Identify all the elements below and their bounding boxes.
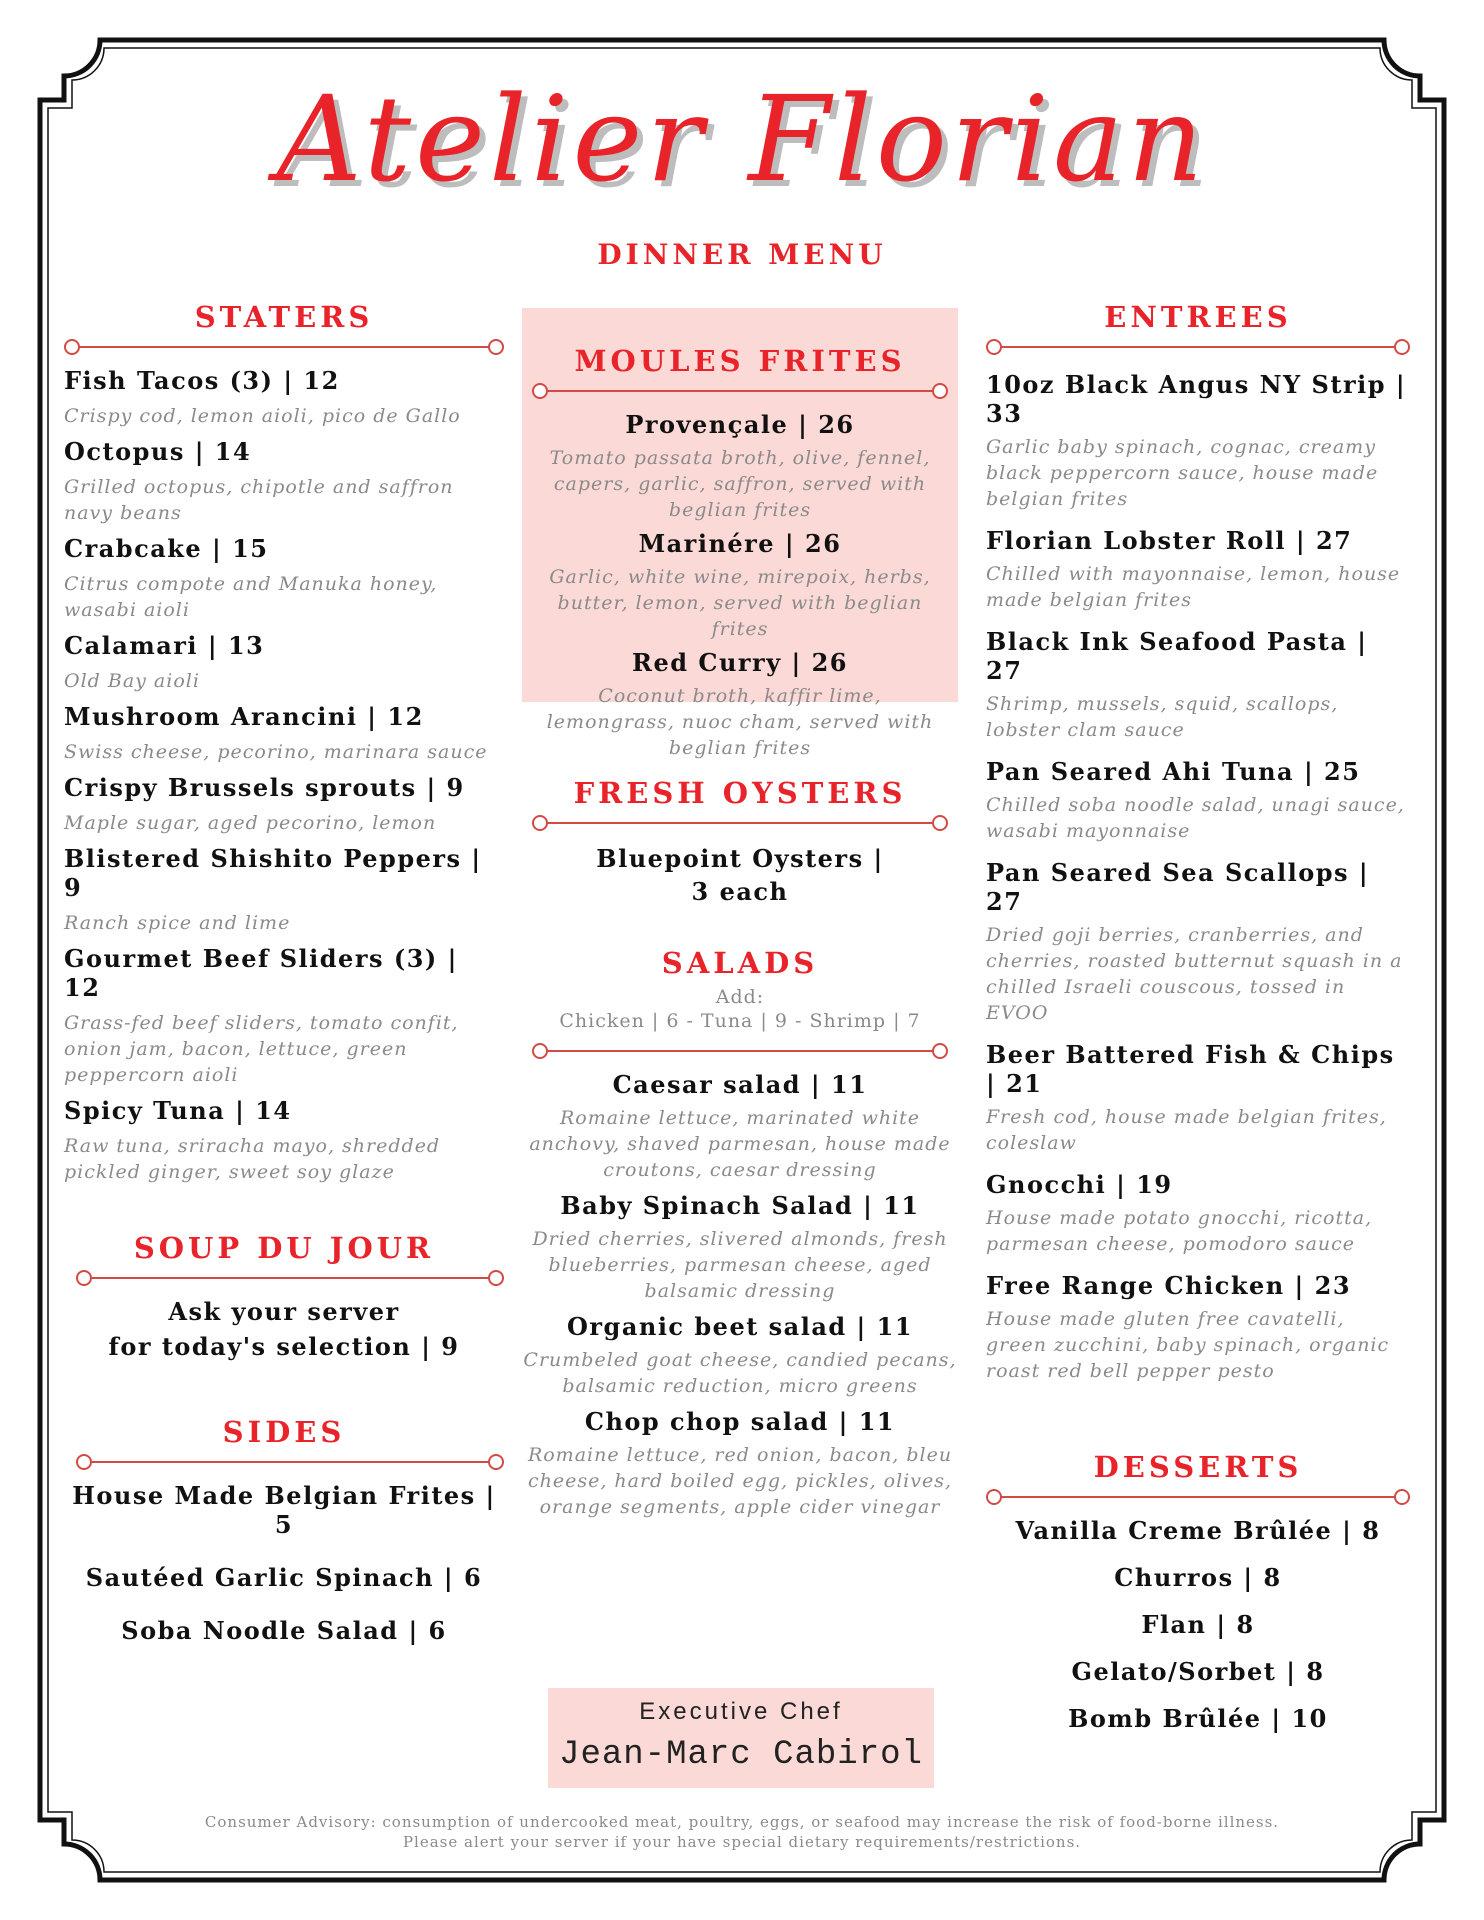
entree-item-description: Shrimp, mussels, squid, scallops, lobster clam sauce <box>986 693 1339 741</box>
sides-list <box>64 1481 504 1645</box>
salad-item-name: Baby Spinach Salad | 11 <box>560 1191 920 1220</box>
stater-item-description: Maple sugar, aged pecorino, lemon <box>64 812 437 834</box>
moules-list <box>532 410 948 761</box>
staters-list <box>64 366 504 1185</box>
moules-item-description: Tomato passata broth, olive, fennel, capers, garlic, saffron, served with beglian frites <box>549 447 931 521</box>
entree-item-name: Gnocchi | 19 <box>986 1170 1173 1199</box>
moules-heading: MOULES FRITES <box>574 344 906 378</box>
restaurant-title: Atelier Florian <box>276 70 1208 208</box>
salad-item-description: Romaine lettuce, red onion, bacon, bleu cheese, hard boiled egg, pickles, olives, orange segments, apple cider vinegar <box>527 1444 953 1518</box>
stater-item-name: Gourmet Beef Sliders (3) | 12 <box>64 944 458 1002</box>
section-divider <box>532 382 948 400</box>
dessert-item: Flan | 8 <box>1141 1610 1255 1639</box>
staters-heading: STATERS <box>194 300 374 334</box>
right-column <box>986 300 1410 1751</box>
entree-item-name: Black Ink Seafood Pasta | 27 <box>986 627 1368 685</box>
side-item: Sautéed Garlic Spinach | 6 <box>85 1563 483 1592</box>
entree-item-name: Florian Lobster Roll | 27 <box>986 526 1353 555</box>
section-divider <box>64 338 504 356</box>
entree-item-description: House made potato gnocchi, ricotta, parmesan cheese, pomodoro sauce <box>986 1207 1373 1255</box>
section-divider <box>532 814 948 832</box>
salads-list <box>522 1070 958 1520</box>
soup-heading: SOUP DU JOUR <box>133 1231 435 1265</box>
consumer-advisory <box>0 1812 1484 1852</box>
entree-item-description: House made gluten free cavatelli, green zucchini, baby spinach, organic roast red bell pepper pesto <box>986 1308 1390 1382</box>
stater-item-name: Calamari | 13 <box>64 631 265 660</box>
entree-item-name: 10oz Black Angus NY Strip | 33 <box>986 370 1407 428</box>
salad-item-name: Caesar salad | 11 <box>612 1070 868 1099</box>
stater-item-name: Octopus | 14 <box>64 437 252 466</box>
dessert-item: Vanilla Creme Brûlée | 8 <box>1015 1516 1381 1545</box>
section-divider <box>76 1453 504 1471</box>
entree-item-description: Garlic baby spinach, cognac, creamy black peppercorn sauce, house made belgian frites <box>986 436 1379 510</box>
chef-title: Executive Chef <box>639 1698 843 1725</box>
side-item: House Made Belgian Frites | 5 <box>72 1481 496 1539</box>
stater-item-description: Ranch spice and lime <box>64 912 291 934</box>
dessert-item: Gelato/Sorbet | 8 <box>1071 1657 1325 1686</box>
salad-item-description: Crumbeled goat cheese, candied pecans, balsamic reduction, micro greens <box>523 1349 957 1397</box>
section-divider <box>76 1269 504 1287</box>
entrees-heading: ENTREES <box>1104 300 1292 334</box>
moules-item-name: Marinére | 26 <box>638 529 842 558</box>
executive-chef-box <box>548 1688 934 1788</box>
salad-item-name: Chop chop salad | 11 <box>584 1407 896 1436</box>
soup-line-2: for today's selection | 9 <box>108 1332 460 1361</box>
stater-item-name: Blistered Shishito Peppers | 9 <box>64 844 482 902</box>
side-item: Soba Noodle Salad | 6 <box>121 1616 447 1645</box>
section-divider <box>532 1042 948 1060</box>
entrees-list <box>986 370 1410 1384</box>
desserts-heading: DESSERTS <box>1093 1450 1303 1484</box>
salad-item-description: Romaine lettuce, marinated white anchovy, shaved parmesan, house made croutons, caesar dressing <box>529 1107 951 1181</box>
advisory-line-2: Please alert your server if your have special dietary requirements/restrictions. <box>402 1833 1082 1851</box>
moules-frites-box <box>522 308 958 759</box>
stater-item-name: Spicy Tuna | 14 <box>64 1096 292 1125</box>
stater-item-description: Swiss cheese, pecorino, marinara sauce <box>64 741 488 763</box>
salads-add-label: Add: <box>715 986 765 1008</box>
desserts-list <box>986 1516 1410 1733</box>
moules-item-description: Coconut broth, kaffir lime, lemongrass, nuoc cham, served with beglian frites <box>546 685 934 759</box>
left-column <box>64 300 504 1669</box>
salads-add-options: Chicken | 6 - Tuna | 9 - Shrimp | 7 <box>559 1010 921 1032</box>
entree-item-name: Pan Seared Ahi Tuna | 25 <box>986 757 1361 786</box>
stater-item-description: Raw tuna, sriracha mayo, shredded pickled ginger, sweet soy glaze <box>64 1135 441 1183</box>
moules-item-description: Garlic, white wine, mirepoix, herbs, butter, lemon, served with beglian frites <box>549 566 931 640</box>
oysters-item: Bluepoint Oysters | 3 each <box>596 844 884 906</box>
center-column <box>522 308 958 1520</box>
entree-item-description: Chilled with mayonnaise, lemon, house made belgian frites <box>986 563 1401 611</box>
moules-item-name: Red Curry | 26 <box>632 648 848 677</box>
entree-item-description: Fresh cod, house made belgian frites, coleslaw <box>986 1106 1387 1154</box>
entree-item-description: Chilled soba noodle salad, unagi sauce, wasabi mayonnaise <box>986 794 1405 842</box>
entree-item-name: Free Range Chicken | 23 <box>986 1271 1352 1300</box>
salad-item-name: Organic beet salad | 11 <box>566 1312 914 1341</box>
entree-item-description: Dried goji berries, cranberries, and cherries, roasted butternut squash in a chilled Israeli couscous, tossed in EVOO <box>986 924 1403 1024</box>
stater-item-description: Grilled octopus, chipotle and saffron navy beans <box>64 476 454 524</box>
menu-subtitle: DINNER MENU <box>597 238 887 271</box>
section-divider <box>986 1488 1410 1506</box>
stater-item-name: Fish Tacos (3) | 12 <box>64 366 340 395</box>
sides-heading: SIDES <box>222 1415 346 1449</box>
moules-item-name: Provençale | 26 <box>625 410 855 439</box>
entree-item-name: Pan Seared Sea Scallops | 27 <box>986 858 1370 916</box>
stater-item-description: Citrus compote and Manuka honey, wasabi aioli <box>64 573 438 621</box>
dessert-item: Churros | 8 <box>1114 1563 1282 1592</box>
stater-item-name: Crispy Brussels sprouts | 9 <box>64 773 465 802</box>
salad-item-description: Dried cherries, slivered almonds, fresh blueberries, parmesan cheese, aged balsamic dressing <box>532 1228 948 1302</box>
chef-name: Jean-Marc Cabirol <box>559 1736 923 1774</box>
advisory-line-1: Consumer Advisory: consumption of undercooked meat, poultry, eggs, or seafood may increase the risk of food-borne illness. <box>204 1813 1280 1831</box>
stater-item-name: Mushroom Arancini | 12 <box>64 702 424 731</box>
salads-heading: SALADS <box>661 946 819 980</box>
stater-item-description: Grass-fed beef sliders, tomato confit, onion jam, bacon, lettuce, green peppercorn aioli <box>64 1012 459 1086</box>
soup-line-1: Ask your server <box>168 1297 400 1326</box>
dessert-item: Bomb Brûlée | 10 <box>1068 1704 1328 1733</box>
oysters-heading: FRESH OYSTERS <box>573 776 907 810</box>
stater-item-description: Old Bay aioli <box>64 670 200 692</box>
entree-item-name: Beer Battered Fish & Chips | 21 <box>986 1040 1395 1098</box>
section-divider <box>986 338 1410 356</box>
stater-item-description: Crispy cod, lemon aioli, pico de Gallo <box>64 405 461 427</box>
stater-item-name: Crabcake | 15 <box>64 534 269 563</box>
